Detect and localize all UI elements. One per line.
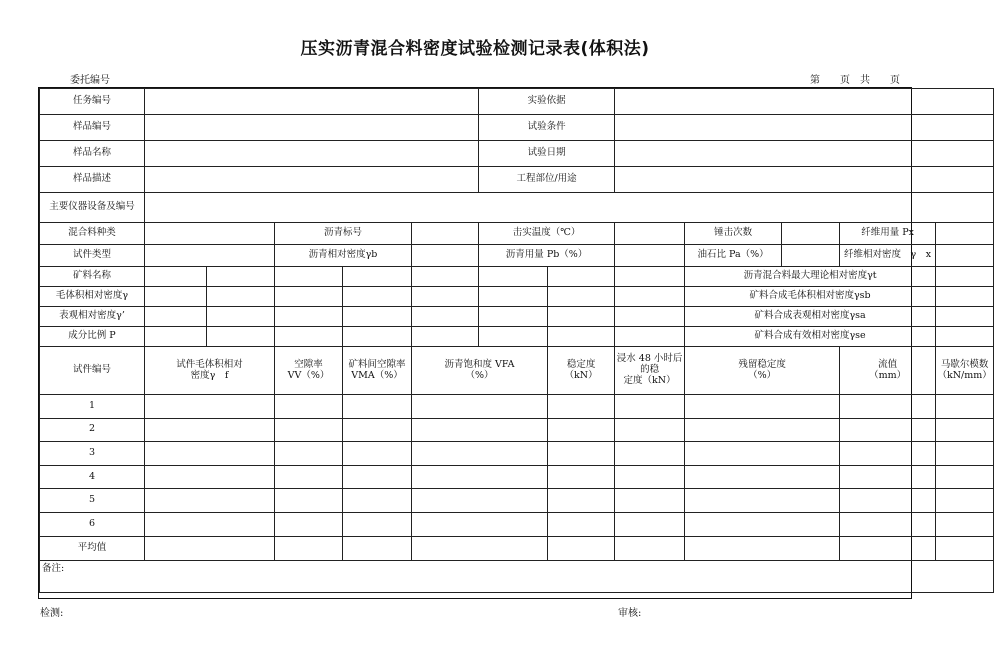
sample-name-field[interactable]: [145, 141, 479, 167]
aggregate-name-label: 矿料名称: [40, 267, 145, 287]
result-cell[interactable]: [615, 489, 685, 513]
specimen-no-cell: 5: [40, 489, 145, 513]
result-cell[interactable]: [343, 489, 412, 513]
aggregate-cell[interactable]: [548, 287, 615, 307]
asphalt-content-field[interactable]: [615, 245, 685, 267]
specimen-no-cell: 6: [40, 512, 145, 536]
result-cell[interactable]: [615, 536, 685, 560]
aggregate-cell[interactable]: [343, 327, 412, 347]
asphalt-rel-density-field[interactable]: [412, 245, 479, 267]
result-cell[interactable]: [936, 418, 994, 442]
result-cell[interactable]: [615, 395, 685, 419]
aggregate-cell[interactable]: [275, 327, 343, 347]
result-cell[interactable]: [685, 512, 840, 536]
asphalt-ratio-label: 油石比 Pa（%）: [685, 245, 782, 267]
header-line: 沥青饱和度 VFA: [444, 358, 515, 370]
specimen-type-label: 试件类型: [40, 245, 145, 267]
sample-name-label: 样品名称: [40, 141, 145, 167]
aggregate-cell[interactable]: [479, 287, 548, 307]
result-cell[interactable]: [145, 395, 275, 419]
remarks-label: 备注:: [42, 562, 65, 574]
header-line: （mm）: [869, 369, 907, 381]
results-header-marshall-modulus: [936, 347, 994, 395]
result-cell[interactable]: [412, 536, 548, 560]
result-cell[interactable]: [275, 536, 343, 560]
test-condition-label: 试验条件: [479, 115, 615, 141]
aggregate-cell[interactable]: [207, 327, 275, 347]
fiber-dosage-field[interactable]: [936, 223, 994, 245]
aggregate-cell[interactable]: [145, 267, 207, 287]
results-body: [40, 395, 994, 537]
proportion-label: 成分比例 P: [40, 327, 145, 347]
aggregate-cell[interactable]: [207, 307, 275, 327]
aggregate-cell[interactable]: [343, 267, 412, 287]
result-cell[interactable]: [145, 465, 275, 489]
result-cell[interactable]: [343, 536, 412, 560]
header-line: 试件毛体积相对: [176, 358, 243, 370]
aggregate-cell[interactable]: [145, 287, 207, 307]
result-cell[interactable]: [275, 418, 343, 442]
bulk-density-label: 毛体积相对密度γ: [40, 287, 145, 307]
result-cell[interactable]: [343, 418, 412, 442]
header-line: （%）: [748, 369, 777, 381]
aggregate-cell[interactable]: [548, 307, 615, 327]
results-header-immersion-stability: [615, 347, 685, 395]
result-cell[interactable]: [275, 442, 343, 466]
result-cell[interactable]: [145, 536, 275, 560]
result-cell[interactable]: [615, 465, 685, 489]
result-cell[interactable]: [685, 418, 840, 442]
task-no-field[interactable]: [145, 89, 479, 115]
sample-desc-field[interactable]: [145, 167, 479, 193]
instruments-field[interactable]: [145, 193, 994, 223]
aggregate-cell[interactable]: [145, 327, 207, 347]
fiber-dosage-label: 纤维用量 Px: [840, 223, 936, 245]
result-cell[interactable]: [840, 418, 936, 442]
table-row: [40, 489, 994, 513]
header-line: 试件编号: [72, 364, 111, 376]
max-theory-density-label: 沥青混合料最大理论相对密度γt: [685, 267, 936, 287]
asphalt-grade-field[interactable]: [412, 223, 479, 245]
mix-type-label: 混合料种类: [40, 223, 145, 245]
result-cell[interactable]: [840, 442, 936, 466]
result-cell[interactable]: [548, 442, 615, 466]
results-header-vma: [343, 347, 412, 395]
table-row: [40, 512, 994, 536]
record-table: [39, 88, 994, 593]
test-date-field[interactable]: [615, 141, 994, 167]
result-cell[interactable]: [275, 512, 343, 536]
aggregate-cell[interactable]: [412, 267, 479, 287]
header-line: 定度（kN）: [623, 374, 676, 386]
aggregate-cell[interactable]: [412, 307, 479, 327]
result-cell[interactable]: [275, 395, 343, 419]
record-form: [38, 87, 992, 599]
result-cell[interactable]: [685, 395, 840, 419]
compaction-temp-label: 击实温度（℃）: [479, 223, 615, 245]
result-cell[interactable]: [343, 465, 412, 489]
results-header-vfa: [412, 347, 548, 395]
result-cell[interactable]: [685, 442, 840, 466]
result-cell[interactable]: [145, 489, 275, 513]
aggregate-cell[interactable]: [548, 267, 615, 287]
result-cell[interactable]: [548, 512, 615, 536]
result-cell[interactable]: [145, 418, 275, 442]
mix-type-field[interactable]: [145, 223, 275, 245]
specimen-no-cell: 1: [40, 395, 145, 419]
specimen-type-field[interactable]: [145, 245, 275, 267]
results-header-vv: [275, 347, 343, 395]
page-title: 压实沥青混合料密度试验检测记录表(体积法): [300, 39, 650, 59]
result-cell[interactable]: [840, 395, 936, 419]
asphalt-ratio-field[interactable]: [782, 245, 840, 267]
aggregate-cell[interactable]: [412, 287, 479, 307]
result-cell[interactable]: [548, 418, 615, 442]
header-line: VV（%）: [287, 369, 330, 381]
aggregate-cell[interactable]: [275, 287, 343, 307]
aggregate-cell[interactable]: [615, 267, 685, 287]
table-row: [40, 395, 994, 419]
result-cell[interactable]: [840, 489, 936, 513]
aggregate-cell[interactable]: [207, 267, 275, 287]
result-cell[interactable]: [840, 536, 936, 560]
header-line: （kN）: [564, 369, 598, 381]
instruments-label: 主要仪器设备及编号: [40, 193, 145, 223]
header-line: 矿料间空隙率: [348, 358, 406, 370]
result-cell[interactable]: [548, 489, 615, 513]
apparent-density-label: 表观相对密度γ’: [40, 307, 145, 327]
test-condition-field[interactable]: [615, 115, 994, 141]
max-theory-density-field[interactable]: [936, 267, 994, 287]
page-count-label: 第 页 共 页: [810, 75, 900, 86]
header-line: 浸水 48 小时后的稳: [616, 353, 683, 376]
aggregate-cell[interactable]: [615, 307, 685, 327]
result-cell[interactable]: [685, 465, 840, 489]
sample-no-label: 样品编号: [40, 115, 145, 141]
blow-count-field[interactable]: [782, 223, 840, 245]
result-cell[interactable]: [343, 512, 412, 536]
test-basis-label: 实验依据: [479, 89, 615, 115]
result-cell[interactable]: [275, 489, 343, 513]
blow-count-label: 锤击次数: [685, 223, 782, 245]
synthetic-apparent-field[interactable]: [936, 307, 994, 327]
header-line: 空隙率: [294, 358, 323, 370]
table-row: [40, 418, 994, 442]
result-cell[interactable]: [412, 465, 548, 489]
result-cell[interactable]: [685, 536, 840, 560]
result-cell[interactable]: [936, 536, 994, 560]
asphalt-rel-density-label: 沥青相对密度γb: [275, 245, 412, 267]
aggregate-cell[interactable]: [145, 307, 207, 327]
aggregate-cell[interactable]: [207, 287, 275, 307]
synthetic-bulk-label: 矿料合成毛体积相对密度γsb: [685, 287, 936, 307]
header-line: （kN/mm）: [937, 369, 992, 381]
result-cell[interactable]: [615, 442, 685, 466]
result-cell[interactable]: [548, 395, 615, 419]
table-row: [40, 465, 994, 489]
aggregate-cell[interactable]: [479, 307, 548, 327]
result-cell[interactable]: [685, 489, 840, 513]
compaction-temp-field[interactable]: [615, 223, 685, 245]
average-label: 平均值: [40, 536, 145, 560]
header-line: 残留稳定度: [738, 358, 786, 370]
result-cell[interactable]: [548, 465, 615, 489]
aggregate-cell[interactable]: [275, 267, 343, 287]
remarks[interactable]: [40, 560, 994, 592]
result-cell[interactable]: [936, 489, 994, 513]
result-cell[interactable]: [936, 512, 994, 536]
header-line: 流值: [878, 358, 898, 370]
sample-no-field[interactable]: [145, 115, 479, 141]
specimen-no-cell: 3: [40, 442, 145, 466]
asphalt-content-label: 沥青用量 Pb（%）: [479, 245, 615, 267]
result-cell[interactable]: [145, 512, 275, 536]
result-cell[interactable]: [412, 442, 548, 466]
result-cell[interactable]: [936, 442, 994, 466]
fiber-rel-density-field[interactable]: [936, 245, 994, 267]
aggregate-cell[interactable]: [479, 267, 548, 287]
result-cell[interactable]: [145, 442, 275, 466]
aggregate-cell[interactable]: [548, 327, 615, 347]
result-cell[interactable]: [615, 418, 685, 442]
header-line: VMA（%）: [351, 369, 403, 381]
synthetic-apparent-label: 矿料合成表观相对密度γsa: [685, 307, 936, 327]
synthetic-bulk-field[interactable]: [936, 287, 994, 307]
tester-label: 检测:: [40, 608, 64, 619]
aggregate-cell[interactable]: [275, 307, 343, 327]
task-no-label: 任务编号: [40, 89, 145, 115]
aggregate-cell[interactable]: [615, 327, 685, 347]
result-cell[interactable]: [936, 465, 994, 489]
result-cell[interactable]: [548, 536, 615, 560]
result-cell[interactable]: [936, 395, 994, 419]
result-cell[interactable]: [343, 442, 412, 466]
synthetic-effective-label: 矿料合成有效相对密度γse: [685, 327, 936, 347]
result-cell[interactable]: [412, 512, 548, 536]
result-cell[interactable]: [412, 489, 548, 513]
header-line: 密度γ f: [190, 369, 229, 381]
result-cell[interactable]: [840, 512, 936, 536]
header-line: 马歇尔模数: [940, 358, 989, 370]
result-cell[interactable]: [412, 418, 548, 442]
aggregate-cell[interactable]: [412, 327, 479, 347]
project-part-field[interactable]: [615, 167, 994, 193]
results-header-flow: [840, 347, 936, 395]
result-cell[interactable]: [412, 395, 548, 419]
test-basis-field[interactable]: [615, 89, 994, 115]
project-part-label: 工程部位/用途: [479, 167, 615, 193]
fiber-rel-density-label: 纤维相对密度 γ x: [840, 245, 936, 267]
result-cell[interactable]: [275, 465, 343, 489]
entrust-no-label: 委托编号: [70, 75, 110, 86]
results-header-stability: [548, 347, 615, 395]
test-date-label: 试验日期: [479, 141, 615, 167]
specimen-no-cell: 2: [40, 418, 145, 442]
header-line: 稳定度: [566, 358, 596, 370]
aggregate-cell[interactable]: [343, 307, 412, 327]
result-cell[interactable]: [343, 395, 412, 419]
results-header-residual-stability: [685, 347, 840, 395]
header-line: （%）: [465, 369, 494, 381]
synthetic-effective-field[interactable]: [936, 327, 994, 347]
specimen-no-cell: 4: [40, 465, 145, 489]
aggregate-cell[interactable]: [479, 327, 548, 347]
table-row: [40, 442, 994, 466]
sample-desc-label: 样品描述: [40, 167, 145, 193]
result-cell[interactable]: [615, 512, 685, 536]
results-header-specimen-no: [40, 347, 145, 395]
reviewer-label: 审核:: [618, 608, 642, 619]
aggregate-cell[interactable]: [343, 287, 412, 307]
result-cell[interactable]: [840, 465, 936, 489]
asphalt-grade-label: 沥青标号: [275, 223, 412, 245]
aggregate-cell[interactable]: [615, 287, 685, 307]
results-header-bulk-density: [145, 347, 275, 395]
